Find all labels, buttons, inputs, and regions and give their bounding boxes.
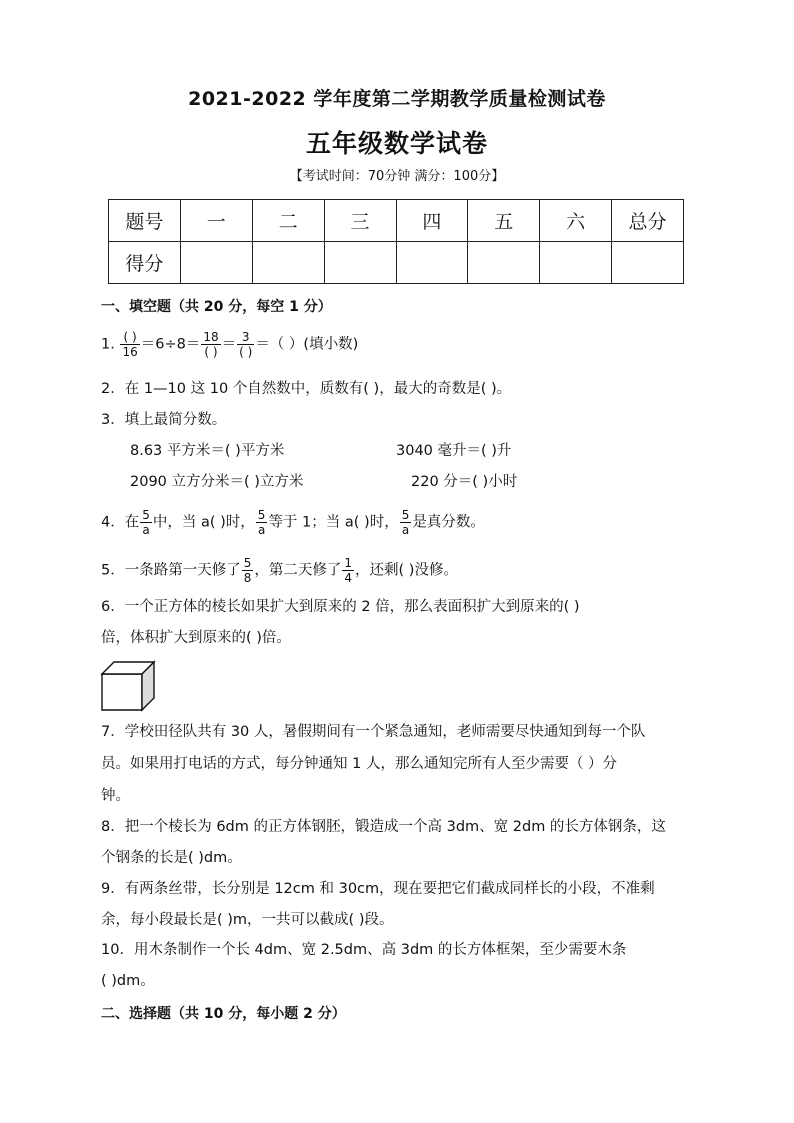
score-header-cell: 一 [180,200,252,242]
question-5: 5．一条路第一天修了 $\frac{5}{8}$ ，第二天修了 $\frac{1}{4}$ ，还剩( )没修。 [101,556,458,585]
fraction: $\frac{18}{( )}$ [203,330,219,359]
section1-heading: 一、填空题（共 20 分，每空 1 分） [101,299,332,315]
fraction: $\frac{5}{8}$ [243,556,252,585]
exam-subtitle: 五年级数学试卷 [305,129,488,158]
section2-heading: 二、选择题（共 10 分，每小题 2 分） [101,1006,346,1022]
question-8-cont: 个钢条的长是( )dm。 [101,850,242,866]
question-7-cont: 员。如果用打电话的方式，每分钟通知 1 人，那么通知完所有人至少需要（ ）分 [101,756,618,772]
cube-icon [100,660,156,712]
exam-info: 【考试时间：70分钟 满分：100分】 [289,169,505,184]
question-7-cont: 钟。 [101,788,130,804]
score-cell[interactable] [252,242,324,284]
score-cell[interactable] [180,242,252,284]
question-3-item: 3040 毫升＝( )升 [396,443,512,459]
question-6: 6．一个正方体的棱长如果扩大到原来的 2 倍，那么表面积扩大到原来的( ) [101,599,580,615]
question-2: 2．在 1—10 这 10 个自然数中，质数有( )，最大的奇数是( )。 [101,381,512,397]
score-cell[interactable] [612,242,684,284]
question-3: 3．填上最简分数。 [101,412,227,428]
question-3-item: 2090 立方分米＝( )立方米 [130,474,304,490]
score-header-cell: 题号 [109,200,181,242]
question-10: 10．用木条制作一个长 4dm、宽 2.5dm、高 3dm 的长方体框架，至少需要木条 [101,942,627,958]
score-cell[interactable] [540,242,612,284]
score-cell[interactable] [468,242,540,284]
question-3-item: 220 分＝( )小时 [411,474,518,490]
question-3-item: 8.63 平方米＝( )平方米 [130,443,285,459]
score-header-cell: 三 [324,200,396,242]
score-row-label: 得分 [109,242,181,284]
fraction: $\frac{5}{a}$ [401,508,410,537]
question-9-cont: 余，每小段最长是( )m，一共可以截成( )段。 [101,912,394,928]
score-table [108,199,684,284]
score-table-header-row [109,200,684,242]
question-6-cont: 倍，体积扩大到原来的( )倍。 [101,630,291,646]
fraction: $\frac{( )}{16}$ [122,330,138,359]
score-table-score-row [109,242,684,284]
exam-title: 2021-2022 学年度第二学期教学质量检测试卷 [188,88,606,110]
fraction: $\frac{3}{( )}$ [239,330,253,359]
fraction: $\frac{5}{a}$ [257,508,266,537]
question-7: 7．学校田径队共有 30 人，暑假期间有一个紧急通知，老师需要尽快通知到每一个队 [101,724,646,740]
score-header-cell: 四 [396,200,468,242]
question-10-cont: ( )dm。 [101,973,155,989]
fraction: $\frac{1}{4}$ [344,556,353,585]
score-header-cell: 总分 [612,200,684,242]
score-cell[interactable] [396,242,468,284]
question-9: 9．有两条丝带，长分别是 12cm 和 30cm，现在要把它们截成同样长的小段，不准剩 [101,881,655,897]
score-cell[interactable] [324,242,396,284]
question-4: 4．在 $\frac{5}{a}$ 中，当 a( )时， $\frac{5}{a}$ 等于 1；当 a( )时， $\frac{5}{a}$ 是真分数。 [101,508,485,537]
question-1: 1. $\frac{( )}{16}$ ＝6÷8＝ $\frac{18}{( )}$ ＝ $\frac{3}{( )}$ ＝（ ）(填小数) [101,330,359,359]
score-header-cell: 五 [468,200,540,242]
score-header-cell: 二 [252,200,324,242]
score-header-cell: 六 [540,200,612,242]
question-8: 8．把一个棱长为 6dm 的正方体钢胚，锻造成一个高 3dm、宽 2dm 的长方体钢条，这 [101,819,666,835]
fraction: $\frac{5}{a}$ [142,508,150,537]
